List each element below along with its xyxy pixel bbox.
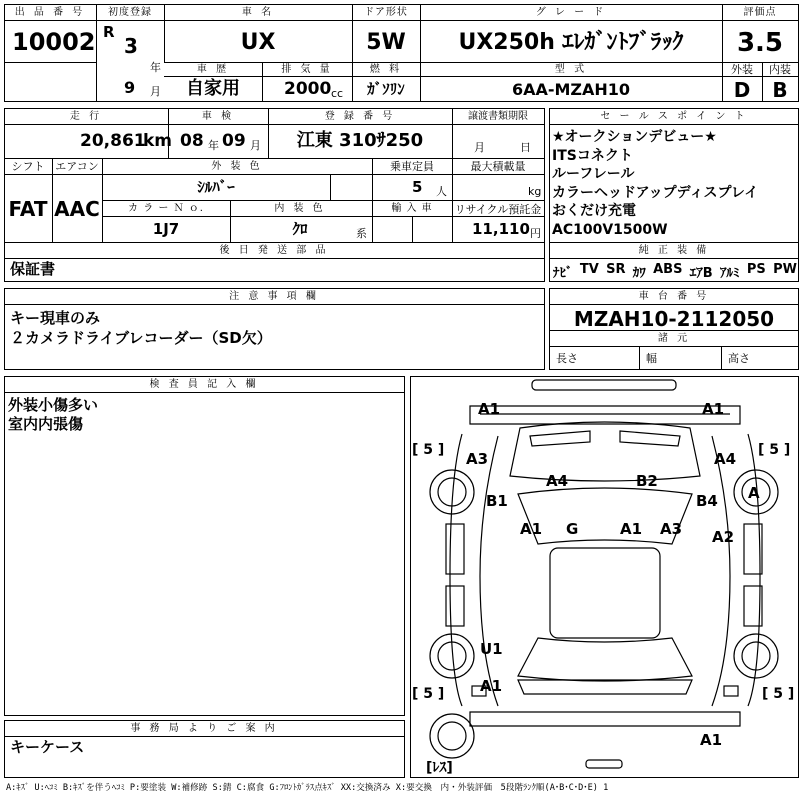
sales-point-line: おくだけ充電 bbox=[552, 203, 636, 219]
damage-mark-hood-l: A4 bbox=[546, 472, 569, 490]
sales-point-line: ★オークションデビュー★ bbox=[552, 129, 717, 145]
capacity-unit: 人 bbox=[436, 185, 447, 198]
fuel: ｶﾞｿﾘﾝ bbox=[367, 80, 405, 98]
tire-tread-spare: [ﾚｽ] bbox=[426, 760, 453, 776]
history: 自家用 bbox=[186, 78, 240, 99]
office-label: 事 務 局 よ り ご 案 内 bbox=[130, 723, 278, 734]
roof-panel bbox=[550, 548, 660, 638]
width-label: 幅 bbox=[646, 352, 657, 365]
int-color-label: 内 装 色 bbox=[274, 203, 326, 214]
right-side bbox=[748, 434, 760, 706]
color-no-label: カ ラ ー Ｎ ｏ. bbox=[128, 203, 204, 214]
insp-year: 08 bbox=[180, 131, 204, 151]
insp-month: 09 bbox=[222, 131, 246, 151]
capacity-label: 乗車定員 bbox=[390, 160, 434, 173]
damage-mark-roof: G bbox=[566, 520, 579, 538]
notes-label: 注 意 事 項 欄 bbox=[229, 291, 319, 302]
int-color: ｸﾛ bbox=[292, 220, 308, 238]
left-side bbox=[450, 434, 462, 706]
damage-mark-pillar-l: A1 bbox=[520, 520, 543, 538]
damage-mark-tl: A3 bbox=[466, 450, 489, 468]
equipment-list bbox=[553, 262, 797, 281]
damage-mark-rear-l2: A1 bbox=[480, 677, 503, 695]
reg-month: 9 bbox=[124, 78, 136, 97]
car-name: UX bbox=[240, 30, 276, 55]
lot-label: 出 品 番 号 bbox=[14, 7, 86, 18]
shift: FAT bbox=[8, 197, 48, 221]
car-diagram bbox=[410, 376, 799, 778]
inspector-note-line: 室内内張傷 bbox=[8, 415, 84, 433]
roof-strip bbox=[532, 380, 676, 390]
damage-mark-pillar-r2: A3 bbox=[660, 520, 683, 538]
car-name-label: 車 名 bbox=[241, 7, 275, 18]
displacement-label: 排 気 量 bbox=[281, 64, 333, 75]
height-label: 高さ bbox=[728, 352, 750, 365]
reg-year: 3 bbox=[124, 34, 138, 58]
notes-line: キー現車のみ bbox=[10, 309, 101, 327]
rear-bumper bbox=[470, 712, 740, 726]
shift-label: シフト bbox=[11, 160, 45, 173]
era: R bbox=[103, 23, 115, 41]
later-parts: 保証書 bbox=[10, 260, 56, 278]
import-label: 輸 入 車 bbox=[391, 203, 433, 214]
mileage: 20,861 bbox=[80, 131, 146, 151]
lot-number: 10002 bbox=[12, 28, 96, 56]
model-code: 6AA-MZAH10 bbox=[511, 80, 631, 99]
inspection-label: 車 検 bbox=[201, 111, 235, 122]
recycle-unit: 円 bbox=[530, 227, 541, 240]
damage-mark-bottom-r: A1 bbox=[700, 731, 723, 749]
interior-label: 内装 bbox=[769, 63, 791, 76]
transfer-day-unit: 日 bbox=[520, 141, 531, 154]
sales-lines bbox=[552, 128, 797, 239]
length-label: 長さ bbox=[556, 352, 578, 365]
ext-color: ｼﾙﾊﾞｰ bbox=[197, 178, 235, 196]
office-text: キーケース bbox=[10, 738, 85, 756]
damage-mark-rear-l: U1 bbox=[480, 640, 503, 658]
int-color-unit: 系 bbox=[356, 227, 367, 240]
tire-tread-tire-br: [ 5 ] bbox=[762, 686, 795, 702]
notes-lines bbox=[10, 308, 272, 348]
chassis-label: 車 台 番 号 bbox=[638, 291, 710, 302]
specs-label: 諸 元 bbox=[657, 333, 691, 344]
fuel-label: 燃 料 bbox=[369, 64, 403, 75]
tire-tread-tire-tl: [ 5 ] bbox=[412, 442, 445, 458]
color-no: 1J7 bbox=[152, 220, 180, 238]
sales-point-line: ルーフレール bbox=[552, 166, 635, 182]
later-parts-label: 後 日 発 送 部 品 bbox=[219, 245, 329, 256]
insp-year-unit: 年 bbox=[208, 139, 219, 152]
tire-tread-tire-tr: [ 5 ] bbox=[758, 442, 791, 458]
rear-window bbox=[518, 638, 692, 681]
tire-tread-tire-bl: [ 5 ] bbox=[412, 686, 445, 702]
loadcap-label: 最大積載量 bbox=[470, 160, 526, 173]
recycle: 11,110 bbox=[472, 220, 530, 238]
equipment-item: TV bbox=[579, 262, 599, 277]
spare-wheel bbox=[430, 714, 474, 758]
chassis-number: MZAH10-2112050 bbox=[573, 307, 775, 331]
equipment-item: ｶﾜ bbox=[632, 266, 646, 281]
interior-grade: B bbox=[772, 78, 788, 102]
front-bumper bbox=[470, 406, 740, 424]
transfer-label: 譲渡書類期限 bbox=[468, 111, 528, 122]
damage-mark-hood-r: B2 bbox=[636, 472, 658, 490]
door-label: ドア形状 bbox=[364, 7, 408, 18]
ext-color-label: 外 装 色 bbox=[211, 161, 263, 172]
month-unit: 月 bbox=[150, 85, 161, 98]
aircon-label: エアコン bbox=[55, 160, 99, 173]
damage-mark-door-r: A2 bbox=[712, 528, 735, 546]
model-code-label: 型 式 bbox=[554, 64, 588, 75]
damage-mark-fr: A1 bbox=[702, 400, 725, 418]
inspector-label: 検 査 員 記 入 欄 bbox=[149, 379, 259, 390]
grade: UX250h ｴﾚｶﾞﾝﾄﾌﾞﾗｯｸ bbox=[458, 30, 684, 55]
damage-mark-fender-l: B1 bbox=[486, 492, 508, 510]
plate-number: 江東 310ｻ250 bbox=[296, 130, 424, 151]
legend: A:ｷｽﾞ U:ﾍｺﾐ B:ｷｽﾞを伴うﾍｺﾐ P:要塗装 W:補修跡 S:錆 C:腐食 G:ﾌﾛﾝﾄｶﾞﾗｽ点ｷｽﾞ XX:交換済み X:要交換 内・外装評価 5段階ﾗﾝｸ順(A･B･C･D･E) 1 bbox=[6, 783, 609, 793]
sales-point-line: カラーヘッドアップディスプレイ bbox=[552, 184, 759, 201]
aircon: AAC bbox=[54, 197, 100, 221]
first-reg-label: 初度登録 bbox=[108, 7, 152, 18]
equipment-item: ｱﾙﾐ bbox=[720, 266, 740, 281]
displacement: 2000 bbox=[284, 79, 332, 99]
loadcap-unit: kg bbox=[528, 185, 542, 198]
score: 3.5 bbox=[736, 28, 784, 58]
displacement-unit: cc bbox=[331, 87, 344, 100]
inspector-lines bbox=[8, 396, 98, 434]
inspector-note-line: 外装小傷多い bbox=[8, 396, 99, 414]
score-label: 評価点 bbox=[743, 7, 777, 18]
damage-mark-tr: A4 bbox=[714, 450, 737, 468]
equipment-item: PW bbox=[773, 262, 797, 277]
sales-point-line: ITSコネクト bbox=[552, 147, 633, 164]
history-label: 車 歴 bbox=[196, 64, 230, 75]
sales-label: セ ー ル ス ポ イ ン ト bbox=[600, 111, 748, 122]
equipment-item: ABS bbox=[653, 262, 683, 277]
capacity: 5 bbox=[412, 178, 423, 196]
equipment-item: ﾅﾋﾞ bbox=[553, 266, 573, 281]
equipment-item: SR bbox=[606, 262, 626, 277]
damage-mark-wheel-r: A bbox=[748, 484, 760, 502]
equipment-item: ｴｱB bbox=[689, 266, 713, 281]
mileage-label: 走 行 bbox=[69, 111, 103, 122]
hood bbox=[510, 422, 700, 481]
exterior-label: 外装 bbox=[731, 63, 753, 76]
sales-point-line: AC100V1500W bbox=[552, 221, 668, 238]
damage-mark-fender-r: B4 bbox=[696, 492, 718, 510]
door-type: 5W bbox=[366, 30, 406, 55]
equipment-label: 純 正 装 備 bbox=[638, 245, 710, 256]
year-unit: 年 bbox=[150, 61, 161, 74]
plate-label: 登 録 番 号 bbox=[324, 111, 396, 122]
recycle-label: リサイクル預託金 bbox=[454, 203, 542, 216]
mileage-unit: km bbox=[143, 131, 173, 151]
notes-line: ２カメラドライブレコーダー（SD欠） bbox=[10, 329, 272, 347]
transfer-month-unit: 月 bbox=[474, 141, 485, 154]
damage-mark-pillar-r: A1 bbox=[620, 520, 643, 538]
equipment-item: PS bbox=[746, 262, 766, 277]
grade-label: グ レ ー ド bbox=[535, 7, 607, 18]
damage-mark-fl: A1 bbox=[478, 400, 501, 418]
insp-month-unit: 月 bbox=[250, 139, 261, 152]
exterior-grade: D bbox=[733, 78, 751, 102]
